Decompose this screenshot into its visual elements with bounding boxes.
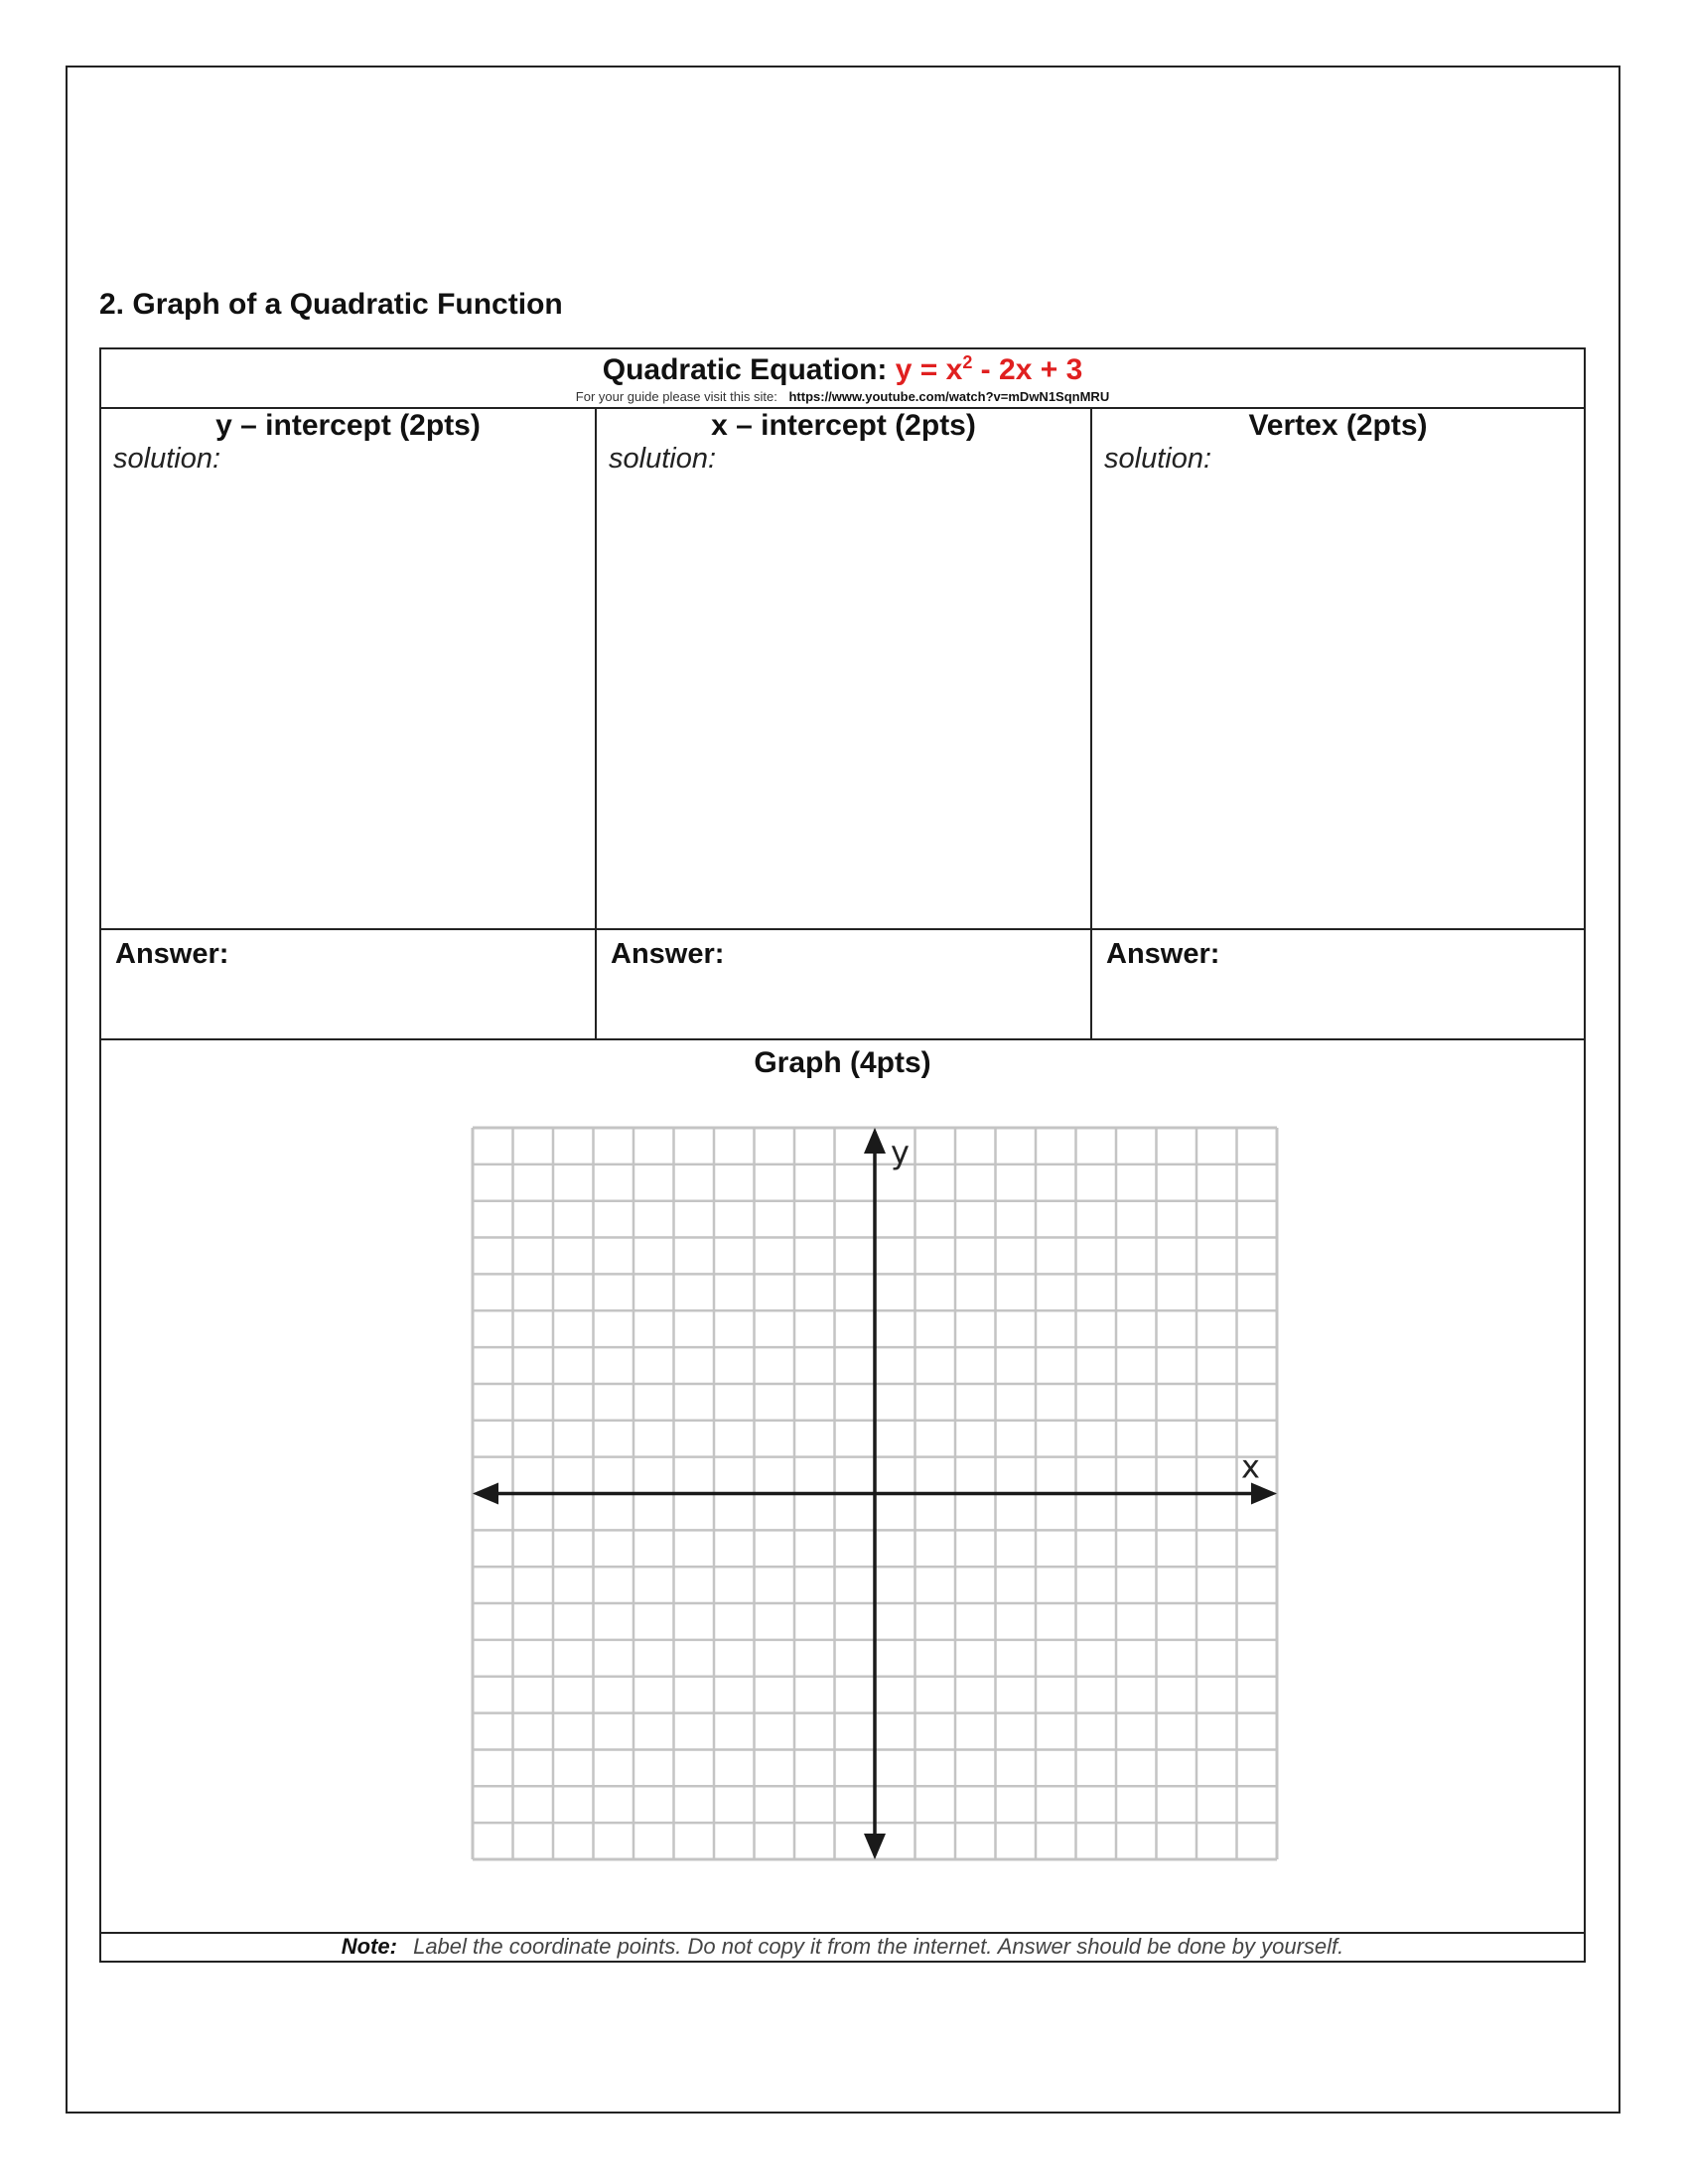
- x-axis-arrow-right: [1251, 1483, 1277, 1505]
- vertex-answer-label: Answer:: [1106, 938, 1220, 970]
- x-intercept-answer-label: Answer:: [611, 938, 725, 970]
- x-intercept-answer-cell[interactable]: [597, 928, 1092, 1040]
- equation-header: [101, 349, 1584, 409]
- worksheet-table: [99, 347, 1586, 1963]
- x-axis-arrow-left: [473, 1483, 498, 1505]
- coordinate-grid[interactable]: [469, 1124, 1293, 1863]
- x-intercept-column: [597, 407, 1092, 928]
- equation-eq: = x: [912, 353, 963, 386]
- equation-lhs: y: [895, 353, 913, 386]
- x-intercept-title: x – intercept (2pts): [711, 409, 976, 442]
- x-intercept-solution-label: solution:: [609, 443, 717, 475]
- y-intercept-answer-cell[interactable]: [101, 928, 597, 1040]
- x-axis-label: x: [1241, 1447, 1260, 1486]
- vertex-solution-label: solution:: [1104, 443, 1212, 475]
- guide-link[interactable]: https://www.youtube.com/watch?v=mDwN1SqnMRU: [788, 389, 1110, 404]
- note-text: Label the coordinate points. Do not copy it from the internet. Answer should be done by yourself.: [413, 1934, 1344, 1959]
- guide-text: For your guide please visit this site:: [575, 389, 777, 404]
- vertex-answer-cell[interactable]: [1092, 928, 1584, 1040]
- note-label: Note:: [341, 1934, 397, 1959]
- y-axis-arrow-up: [864, 1128, 886, 1154]
- guide-line: [101, 389, 1584, 404]
- equation-expression: [896, 353, 1082, 386]
- equation-label: Quadratic Equation:: [602, 353, 888, 386]
- y-intercept-column: [101, 407, 597, 928]
- y-axis-arrow-down: [864, 1834, 886, 1859]
- y-intercept-solution-label: solution:: [113, 443, 221, 475]
- section-title: 2. Graph of a Quadratic Function: [99, 288, 563, 321]
- y-intercept-answer-label: Answer:: [115, 938, 229, 970]
- y-axis-label: y: [891, 1134, 910, 1171]
- note-row: [101, 1932, 1584, 1961]
- equation-rest: - 2x + 3: [972, 353, 1083, 386]
- y-intercept-title: y – intercept (2pts): [215, 409, 481, 442]
- equation-exponent: 2: [962, 352, 973, 372]
- graph-title: Graph (4pts): [754, 1046, 931, 1079]
- vertex-column: [1092, 407, 1584, 928]
- vertex-title: Vertex (2pts): [1248, 409, 1428, 442]
- equation-line: [101, 352, 1584, 387]
